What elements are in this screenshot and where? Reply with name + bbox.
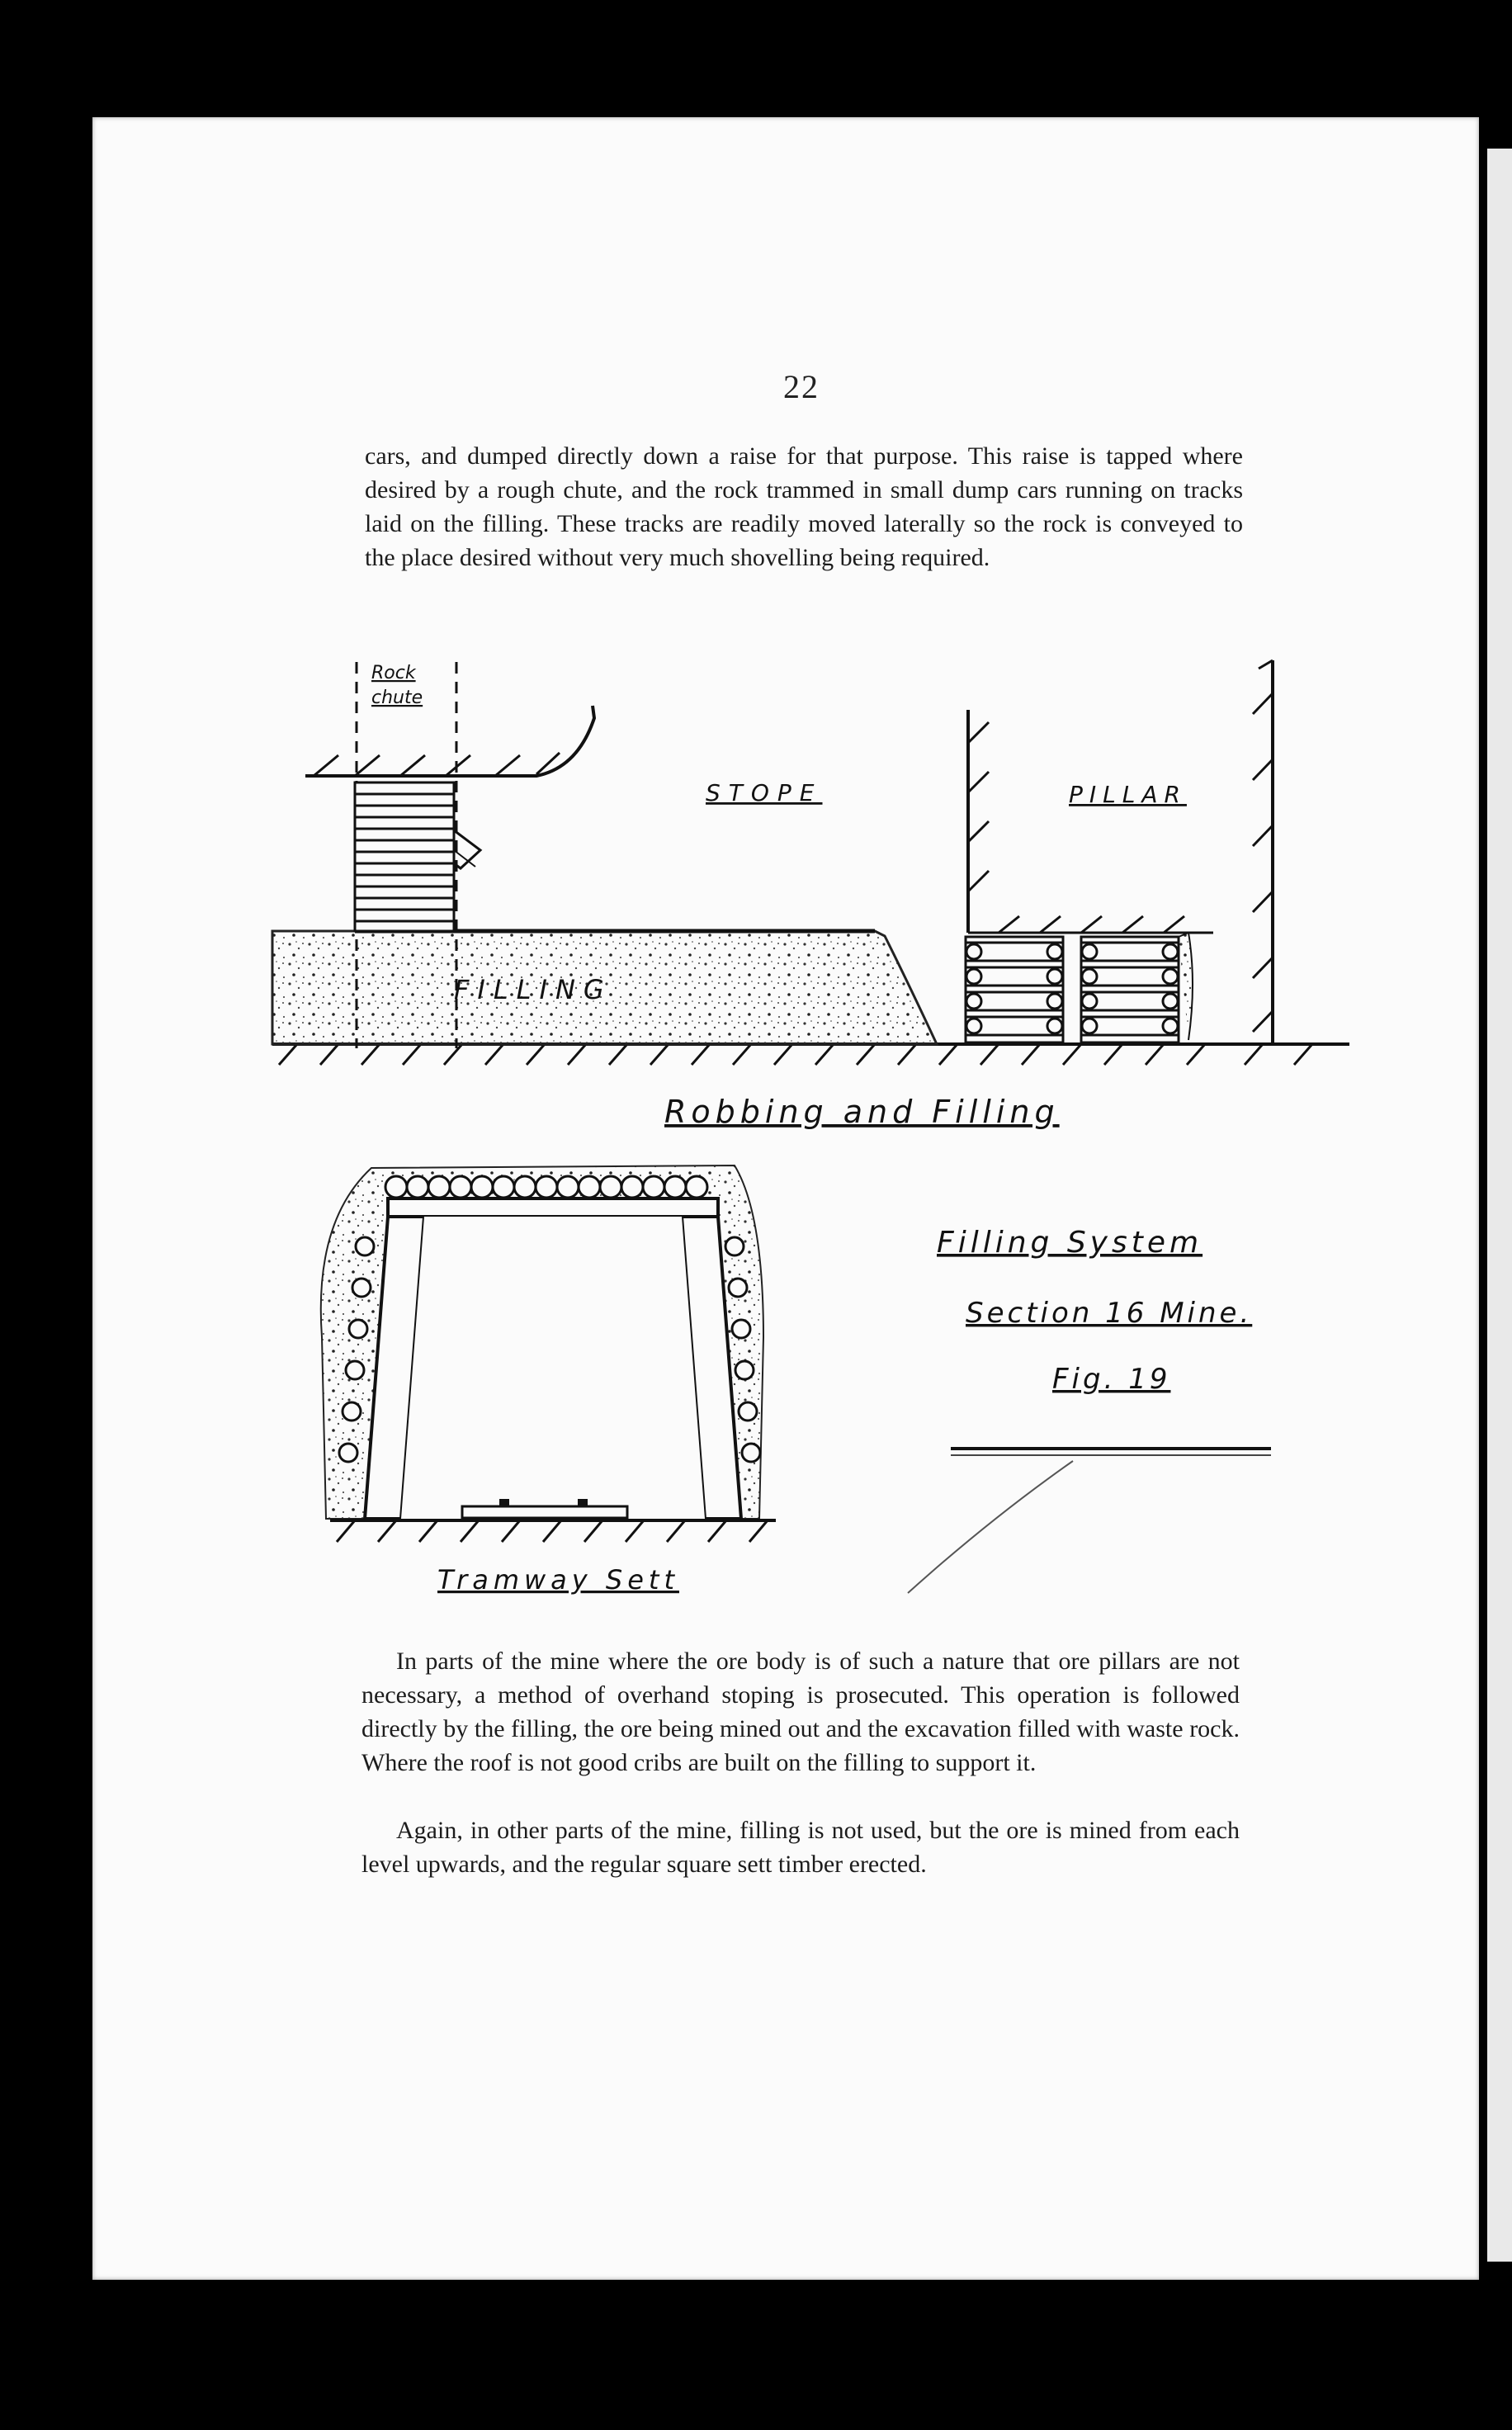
tramway-sett-sketch xyxy=(321,1165,776,1596)
title-section-16-mine: Section 16 Mine. xyxy=(966,1297,1253,1330)
title-fig-19: Fig. 19 xyxy=(1052,1363,1171,1396)
label-filling: FILLING xyxy=(454,974,612,1005)
caption-tramway-sett: Tramway Sett xyxy=(437,1564,679,1596)
figure-title-block xyxy=(908,1226,1271,1593)
filling-system-figure xyxy=(248,644,1370,1626)
label-chute: chute xyxy=(371,688,423,708)
robbing-and-filling-sketch xyxy=(272,660,1349,1130)
paragraph-overhand-stoping: In parts of the mine where the ore body is of such a nature that ore pillars are not necessary, a method of overhand stoping is prosecuted. This operation is followed directly by the filling, the ore being mined out and the excavation filled with waste rock. Where the roof is not good cribs are built on the filling to support it. xyxy=(361,1648,1240,1776)
paragraph-square-sett: Again, in other parts of the mine, filling is not used, but the ore is mined from each level upwards, and the regular square sett timber erected. xyxy=(361,1817,1240,1878)
label-pillar: PILLAR xyxy=(1069,781,1187,808)
label-stope: STOPE xyxy=(706,779,823,806)
page-number: 22 xyxy=(783,368,820,405)
title-filling-system: Filling System xyxy=(937,1226,1203,1260)
paragraph-top: cars, and dumped directly down a raise for that purpose. This raise is tapped where desired by a rough chute, and the rock trammed in small dump cars running on tracks laid on the filling. These tracks are readily moved laterally so the rock is conveyed to the place desired without very much shovelling being required. xyxy=(365,442,1243,571)
crib-left xyxy=(966,937,1063,1042)
caption-robbing-and-filling: Robbing and Filling xyxy=(664,1094,1060,1130)
facing-page-edge xyxy=(1487,149,1512,2262)
label-rock: Rock xyxy=(371,663,416,683)
crib-right xyxy=(1081,937,1179,1042)
